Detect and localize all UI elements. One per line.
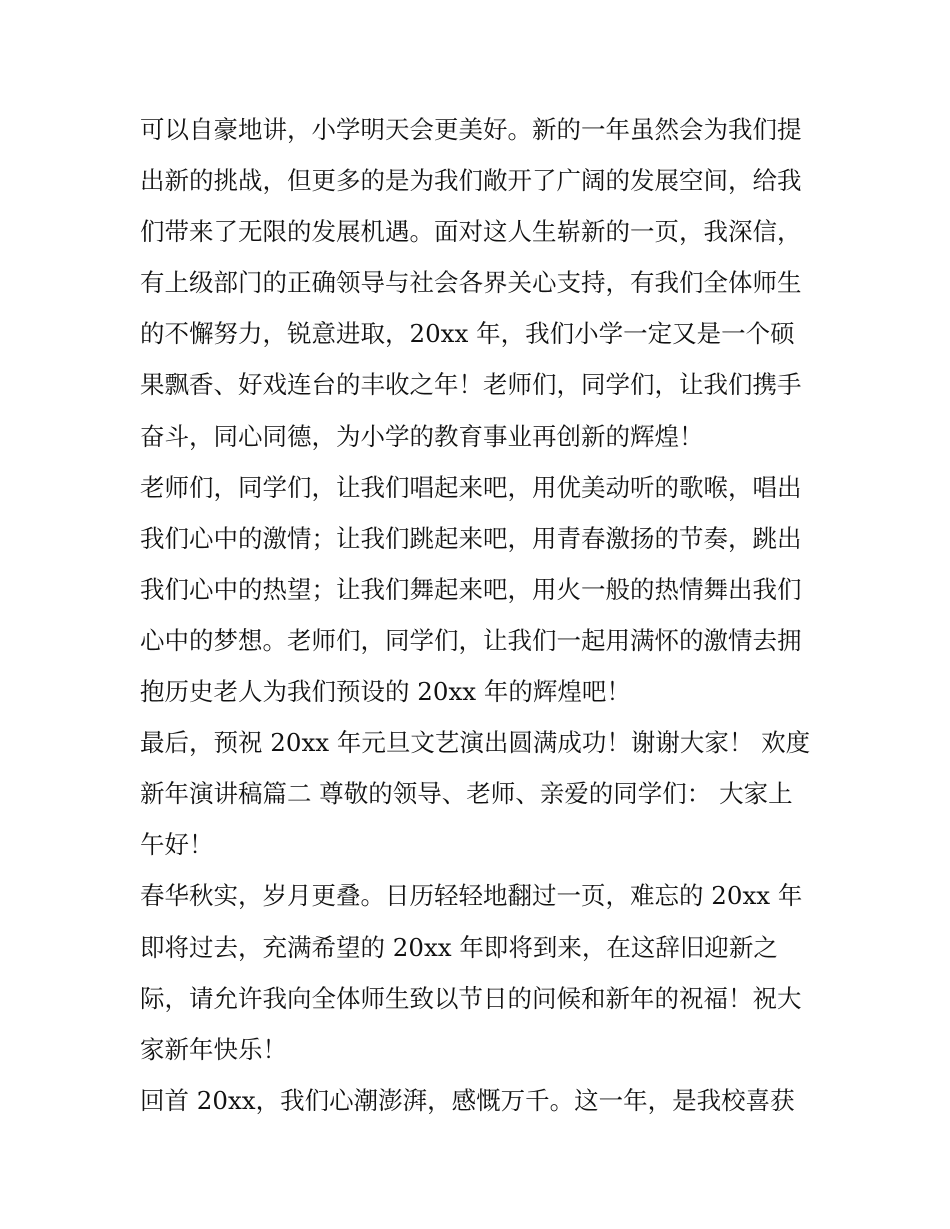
text-line: 们带来了无限的发展机遇。面对这人生崭新的一页，我深信， (140, 217, 802, 247)
text-line: 我们心中的热望；让我们舞起来吧，用火一般的热情舞出我们 (140, 574, 802, 604)
text-line: 抱历史老人为我们预设的 20xx 年的辉煌吧！ (140, 677, 631, 707)
text-line: 老师们，同学们，让我们唱起来吧，用优美动听的歌喉，唱出 (140, 472, 802, 502)
text-line: 的不懈努力，锐意进取，20xx 年，我们小学一定又是一个硕 (140, 319, 795, 349)
text-line: 最后，预祝 20xx 年元旦文艺演出圆满成功！谢谢大家！ 欢度 (140, 728, 811, 758)
text-line: 可以自豪地讲，小学明天会更美好。新的一年虽然会为我们提 (140, 115, 802, 144)
text-line: 奋斗，同心同德，为小学的教育事业再创新的辉煌！ (140, 421, 704, 451)
text-line: 心中的梦想。老师们，同学们，让我们一起用满怀的激情去拥 (140, 625, 802, 655)
text-line: 果飘香、好戏连台的丰收之年！老师们，同学们，让我们携手 (140, 370, 802, 400)
text-line: 午好！ (140, 830, 214, 860)
text-line: 即将过去，充满希望的 20xx 年即将到来，在这辞旧迎新之 (140, 932, 778, 962)
text-line: 出新的挑战，但更多的是为我们敞开了广阔的发展空间，给我 (140, 166, 802, 196)
document-body (140, 104, 820, 1126)
text-line: 有上级部门的正确领导与社会各界关心支持，有我们全体师生 (140, 268, 802, 298)
text-line: 春华秋实，岁月更叠。日历轻轻地翻过一页，难忘的 20xx 年 (140, 881, 803, 911)
text-line: 际，请允许我向全体师生致以节日的问候和新年的祝福！祝大 (140, 983, 802, 1013)
text-line: 回首 20xx，我们心潮澎湃，感慨万千。这一年，是我校喜获 (140, 1085, 795, 1115)
text-line: 家新年快乐！ (140, 1034, 287, 1064)
text-line: 新年演讲稿篇二 尊敬的领导、老师、亲爱的同学们： 大家上 (140, 779, 793, 809)
text-line: 我们心中的激情；让我们跳起来吧，用青春激扬的节奏，跳出 (140, 523, 802, 553)
